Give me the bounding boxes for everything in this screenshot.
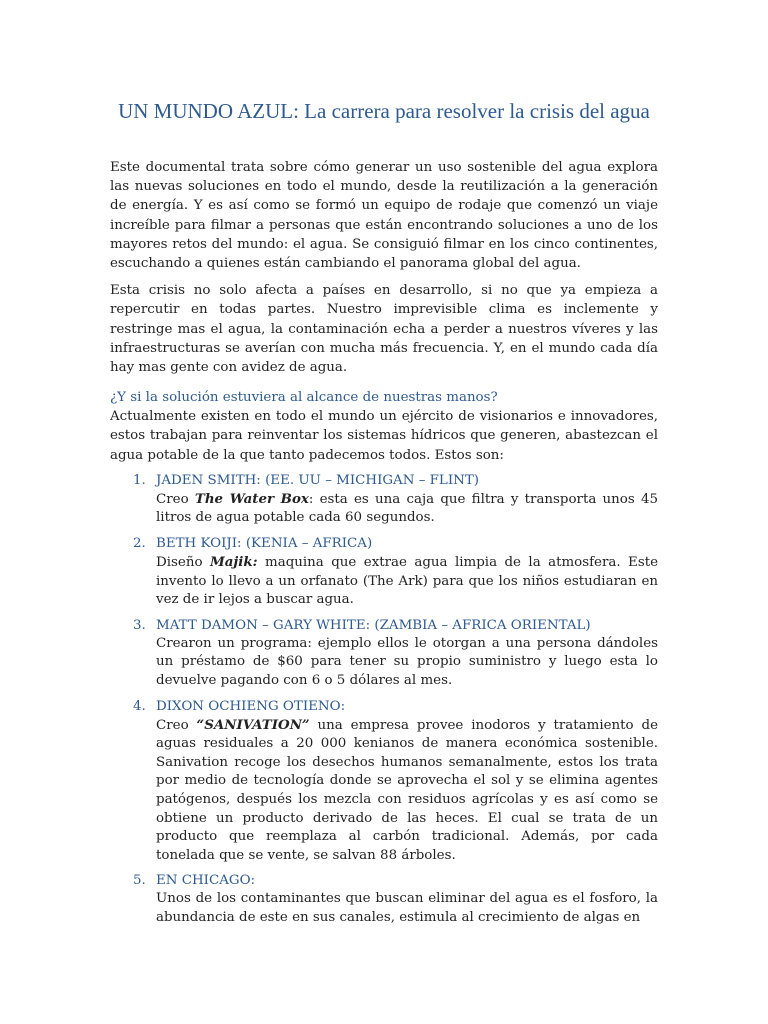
- list-item-heading: DIXON OCHIENG OTIENO:: [156, 698, 346, 714]
- body-text: maquina que extrae agua limpia de la atmosfera. Este invento lo llevo a un orfanato (The Ark) para que los niños estudiaran en vez de ir lejos a buscar agua.: [156, 555, 658, 608]
- product-name: The Water Box: [194, 490, 309, 507]
- list-item: [110, 871, 658, 927]
- body-text: Creo: [156, 717, 197, 733]
- list-item-body: [156, 890, 658, 927]
- paragraph-visionaries: Actualmente existen en todo el mundo un ejército de visionarios e innovadores, estos trabajan para reinventar los sistemas hídricos que generen, abastezcan el agua potable de la que tanto padecemos todos. Estos son:: [110, 409, 658, 463]
- list-item: [110, 616, 658, 691]
- list-item-number: 4.: [133, 698, 146, 714]
- list-item-heading: BETH KOIJI: (KENIA – AFRICA): [156, 536, 373, 552]
- list-item-number: 3.: [133, 617, 146, 633]
- list-item: [110, 534, 658, 610]
- list-item-body: [156, 635, 658, 691]
- body-text: una empresa provee inodoros y tratamiento de aguas residuales a 20 000 kenianos de manera económica sostenible. Sanivation recoge los desechos humanos semanalmente, estos los trata por medio de tecnología donde se aprovecha el sol y se elimina agentes patógenos, después los mezcla con residuos agrícolas y es así como se obtiene un producto derivado de las heces. El cual se trata de un producto que reemplaza al carbón tradicional. Además, por cada tonelada que se vente, se salvan 88 árboles.: [156, 717, 659, 863]
- list-item-body: [156, 490, 658, 528]
- list-item-number: 1.: [133, 472, 146, 488]
- list-item-heading: EN CHICAGO:: [156, 873, 256, 889]
- list-item-heading: JADEN SMITH: (EE. UU – MICHIGAN – FLINT): [156, 472, 479, 488]
- list-item-body: [156, 553, 658, 610]
- body-text: Crearon un programa: ejemplo ellos le otorgan a una persona dándoles un préstamo de $60 para tener su propio suministro y luego esta lo devuelve pagando con 6 o 5 dólares al mes.: [156, 635, 658, 688]
- paragraph-crisis: Esta crisis no solo afecta a países en desarrollo, si no que ya empieza a repercutir en todas partes. Nuestro imprevisible clima es inclemente y restringe mas el agua, la contaminación echa a perder a nuestros víveres y las infraestructuras se averían con mucha más frecuencia. Y, en el mundo cada día hay mas gente con avidez de agua.: [110, 283, 658, 376]
- list-item-heading: MATT DAMON – GARY WHITE: (ZAMBIA – AFRICA ORIENTAL): [156, 617, 591, 633]
- product-name: Majik:: [209, 554, 258, 571]
- body-text: : esta es una caja que filtra y transporta unos 45 litros de agua potable cada 60 segundos.: [156, 491, 658, 526]
- list-item: [110, 697, 658, 866]
- document-page: [110, 98, 658, 934]
- body-text: Unos de los contaminantes que buscan eliminar del agua es el fosforo, la abundancia de este en sus canales, estimula al crecimiento de algas en: [156, 891, 658, 925]
- document-title: UN MUNDO AZUL: La carrera para resolver la crisis del agua: [118, 99, 650, 123]
- list-item: [110, 471, 658, 528]
- section-question: ¿Y si la solución estuviera al alcance de nuestras manos?: [110, 390, 498, 406]
- list-item-number: 2.: [133, 536, 146, 552]
- body-text: Creo: [156, 491, 195, 507]
- innovators-list: [110, 471, 658, 928]
- list-item-body: [156, 716, 658, 866]
- product-name: “SANIVATION”: [196, 716, 310, 733]
- body-text: Diseño: [156, 555, 210, 571]
- list-item-number: 5.: [133, 873, 146, 889]
- paragraph-intro: Este documental trata sobre cómo generar un uso sostenible del agua explora las nuevas soluciones en todo el mundo, desde la reutilización a la generación de energía. Y es así como se formó un equipo de rodaje que comenzó un viaje increíble para filmar a personas que están encontrando soluciones a uno de los mayores retos del mundo: el agua. Se consiguió filmar en los cinco continentes, escuchando a quienes están cambiando el panorama global del agua.: [110, 160, 658, 272]
